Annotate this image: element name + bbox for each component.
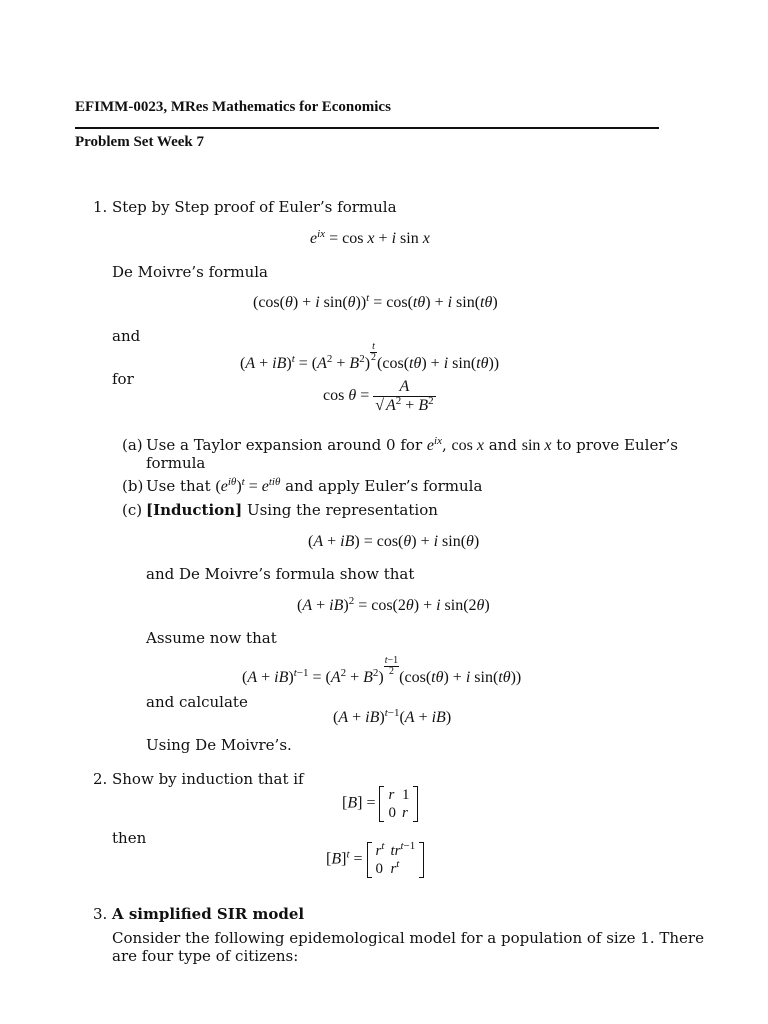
q3-title: A simplified SIR model xyxy=(112,905,305,923)
part-b-text: Use that $(e^{i\theta})^t = e^{ti\theta}$ and apply Euler’s formula xyxy=(146,476,483,495)
part-c-using: Using De Moivre’s. xyxy=(146,736,292,754)
product-formula: (A + iB)$^{t-1}$(A + iB) xyxy=(333,707,452,726)
part-b-label: (b) xyxy=(122,477,144,495)
part-c-text: [Induction] Using the representation xyxy=(146,501,438,519)
demoivre-label: De Moivre’s formula xyxy=(112,263,268,281)
q1-intro: Step by Step proof of Euler’s formula xyxy=(112,198,397,216)
square-formula: (A + iB)$^2$ = cos(2θ) + i sin(2θ) xyxy=(297,595,490,614)
q2-intro: Show by induction that if xyxy=(112,770,304,788)
header-rule xyxy=(75,127,659,129)
q3-number: 3. xyxy=(93,905,108,923)
matrix-b-formula: [B] = r 1 0 r xyxy=(342,786,418,822)
induction-hypothesis-formula: $(A + iB)^{t-1} = (A^2 + B^2)$ $\frac{t-1}{2}$ (cos(tθ) + i sin(tθ)) xyxy=(242,655,522,686)
course-title: EFIMM-0023, MRes Mathematics for Economics xyxy=(75,99,391,115)
problem-set-title: Problem Set Week 7 xyxy=(75,134,205,150)
demoivre-formula: (cos(θ) + i sin(θ))$^t$ = cos(tθ) + i sin(tθ) xyxy=(253,292,498,311)
cos-theta-formula: cos θ = $\frac{A}{√ A^2 + B^2}$ xyxy=(323,378,434,414)
q1-number: 1. xyxy=(93,198,108,216)
polar-form-formula: $(A + iB)^t = (A^2 + B^2)$ $\frac{t}{2}$ (cos(tθ) + i sin(tθ)) xyxy=(240,341,500,372)
part-a-text-cont: formula xyxy=(146,454,206,472)
part-c-calculate: and calculate xyxy=(146,693,248,711)
part-c-label: (c) xyxy=(122,501,143,519)
and-label: and xyxy=(112,327,141,345)
part-a-text: Use a Taylor expansion around 0 for $e^{ix}$, cos x and sin x to prove Euler’s xyxy=(146,435,678,454)
q3-line1: Consider the following epidemological model for a population of size 1. There xyxy=(112,929,704,947)
representation-formula: (A + iB) = cos(θ) + i sin(θ) xyxy=(308,533,480,550)
then-label: then xyxy=(112,829,147,847)
euler-formula: $e^{ix} = \cos x + i$ sin x xyxy=(310,228,430,247)
part-c-assume: Assume now that xyxy=(146,629,277,647)
q3-line2: are four type of citizens: xyxy=(112,947,299,965)
part-a-label: (a) xyxy=(122,436,143,454)
for-label: for xyxy=(112,370,134,388)
matrix-b-power-formula: $[B]^t$ = $r^t$ $tr^{t-1}$ 0 $r^t$ xyxy=(326,842,424,878)
part-c-demoivre: and De Moivre’s formula show that xyxy=(146,565,415,583)
q2-number: 2. xyxy=(93,770,108,788)
